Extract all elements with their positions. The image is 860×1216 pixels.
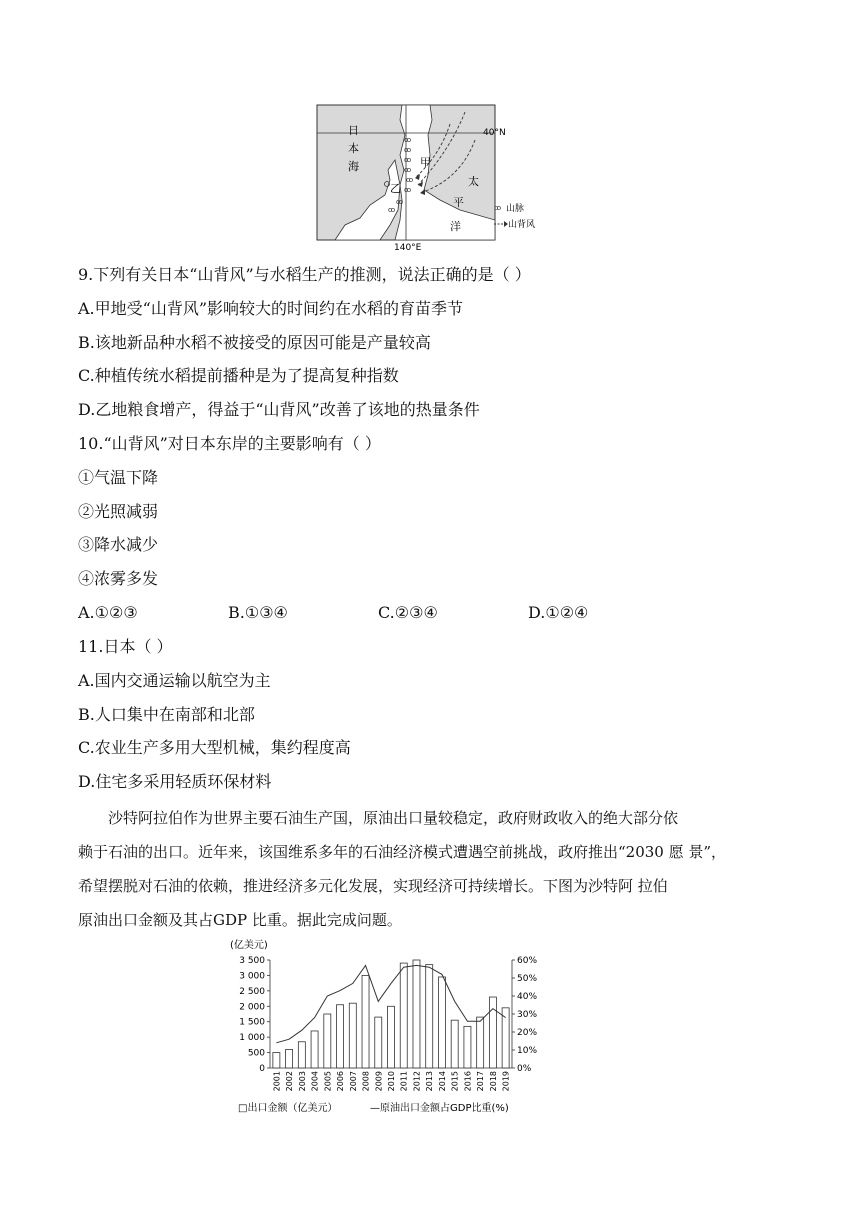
map-label-yang: 洋	[450, 220, 461, 233]
chart-legend-line: —原油出口金额占GDP比重(%)	[370, 1103, 509, 1114]
chart-legend-bar: □出口金额（亿美元）	[238, 1103, 338, 1114]
export-bar	[438, 977, 445, 1068]
map-label-ben: 本	[348, 142, 359, 155]
x-tick-label: 2010	[387, 1071, 396, 1092]
left-tick-label: 2 500	[239, 986, 265, 997]
x-tick-label: 2018	[488, 1071, 498, 1092]
q10-item-4: ④浓雾多发	[78, 569, 159, 588]
q9-option-d: D.乙地粮食增产，得益于“山背风”改善了该地的热量条件	[78, 400, 480, 419]
q11-option-c: C.农业生产多用大型机械，集约程度高	[78, 738, 351, 757]
x-tick-label: 2019	[501, 1071, 511, 1092]
chart-left-axis-unit: (亿美元)	[230, 940, 268, 951]
q10-option-a: A.①②③	[78, 603, 138, 622]
x-tick-label: 2013	[425, 1071, 435, 1092]
export-bar	[413, 960, 420, 1068]
svg-text:ꝏ: ꝏ	[388, 206, 396, 214]
oil-export-chart	[210, 935, 560, 1115]
q10-item-3: ③降水减少	[78, 535, 159, 554]
passage-line-2: 赖于石油的出口。近年来，该国维系多年的石油经济模式遭遇空前挑战，政府推出“2030 愿 景”，	[78, 843, 727, 861]
export-bar	[324, 1014, 331, 1068]
q10-option-d: D.①②④	[528, 603, 589, 622]
x-tick-label: 2004	[310, 1071, 320, 1092]
q10-option-c: C.②③④	[378, 603, 438, 622]
x-tick-label: 2006	[336, 1071, 346, 1092]
passage-line-4: 原油出口金额及其占GDP 比重。据此完成问题。	[78, 911, 402, 929]
passage-line-3: 希望摆脱对石油的依赖，推进经济多元化发展，实现经济可持续增长。下图为沙特阿 拉伯	[78, 877, 668, 895]
x-tick-label: 2009	[374, 1071, 384, 1092]
passage-line-1: 沙特阿拉伯作为世界主要石油生产国，原油出口量较稳定，政府财政收入的绝大部分依	[108, 809, 679, 827]
x-tick-label: 2014	[437, 1071, 447, 1092]
map-label-yi: 乙	[390, 182, 401, 195]
svg-text:ꝏ: ꝏ	[404, 166, 412, 174]
export-bar	[464, 1026, 471, 1068]
right-tick-label: 0%	[517, 1064, 532, 1074]
japan-mountain-wind-map	[290, 100, 560, 252]
export-bar	[298, 1042, 305, 1068]
right-tick-label: 30%	[517, 1010, 538, 1020]
svg-text:ꝏ: ꝏ	[404, 136, 412, 144]
legend-wind-label: 山背风	[508, 220, 536, 230]
left-tick-label: 500	[247, 1048, 265, 1059]
export-bar	[477, 1017, 484, 1068]
export-bar	[426, 965, 433, 1068]
right-tick-label: 10%	[517, 1046, 538, 1056]
export-bar	[451, 1020, 458, 1068]
svg-text:ꝏ: ꝏ	[494, 204, 502, 212]
left-tick-label: 3 000	[239, 971, 265, 982]
export-bar	[375, 1017, 382, 1068]
x-tick-label: 2016	[463, 1071, 473, 1092]
map-label-ping: 平	[453, 196, 464, 209]
map-label-ri: 日	[348, 124, 359, 137]
export-bar	[337, 1005, 344, 1068]
left-tick-label: 2 000	[239, 1002, 265, 1013]
q9-option-b: B.该地新品种水稻不被接受的原因可能是产量较高	[78, 333, 431, 352]
x-tick-label: 2002	[285, 1071, 295, 1092]
longitude-label: 140°E	[394, 243, 422, 252]
q10-item-2: ②光照减弱	[78, 502, 159, 521]
export-bar	[286, 1049, 293, 1068]
svg-text:ꝏ: ꝏ	[406, 176, 414, 184]
x-tick-label: 2015	[450, 1071, 460, 1092]
map-label-tai: 太	[468, 175, 479, 188]
legend-mountain-label: 山脉	[506, 204, 525, 214]
q10-option-b: B.①③④	[228, 603, 288, 622]
q11-option-d: D.住宅多采用轻质环保材料	[78, 772, 272, 791]
x-tick-label: 2011	[399, 1071, 409, 1092]
x-tick-label: 2003	[297, 1071, 307, 1092]
x-tick-label: 2007	[348, 1071, 358, 1092]
q9-option-c: C.种植传统水稻提前播种是为了提高复种指数	[78, 366, 399, 385]
export-bar	[362, 975, 369, 1068]
left-tick-label: 1 500	[239, 1017, 265, 1028]
left-tick-label: 0	[259, 1064, 265, 1074]
left-tick-label: 1 000	[239, 1033, 265, 1044]
q11-option-a: A.国内交通运输以航空为主	[78, 671, 271, 690]
right-tick-label: 60%	[517, 956, 538, 966]
q10-stem: 10.“山背风”对日本东岸的主要影响有（ ）	[78, 434, 381, 453]
right-tick-label: 50%	[517, 974, 538, 984]
export-bar	[273, 1053, 280, 1068]
x-tick-label: 2017	[476, 1071, 486, 1092]
export-bar	[311, 1031, 318, 1068]
export-bar	[502, 1008, 509, 1068]
map-label-hai: 海	[348, 160, 359, 173]
q11-stem: 11.日本（ ）	[78, 637, 173, 656]
x-tick-label: 2008	[361, 1071, 371, 1092]
q11-option-b: B.人口集中在南部和北部	[78, 705, 255, 724]
latitude-label: 40°N	[483, 128, 506, 138]
export-bar	[349, 1003, 356, 1068]
map-label-jia: 甲	[420, 156, 431, 169]
svg-text:ꝏ: ꝏ	[396, 198, 404, 206]
export-bar	[400, 963, 407, 1068]
left-tick-label: 3 500	[239, 956, 265, 966]
x-tick-label: 2012	[412, 1071, 422, 1092]
x-tick-label: 2001	[272, 1071, 282, 1092]
svg-text:ꝏ: ꝏ	[404, 156, 412, 164]
x-tick-label: 2005	[323, 1071, 333, 1092]
q10-item-1: ①气温下降	[78, 468, 159, 487]
svg-text:ꝏ: ꝏ	[404, 146, 412, 154]
q9-option-a: A.甲地受“山背风”影响较大的时间约在水稻的育苗季节	[78, 299, 464, 318]
right-tick-label: 40%	[517, 992, 538, 1002]
q9-stem: 9.下列有关日本“山背风”与水稻生产的推测，说法正确的是（ ）	[78, 265, 531, 284]
right-tick-label: 20%	[517, 1028, 538, 1038]
export-bar	[489, 997, 496, 1068]
export-bar	[387, 1006, 394, 1068]
svg-text:ꝏ: ꝏ	[404, 186, 412, 194]
